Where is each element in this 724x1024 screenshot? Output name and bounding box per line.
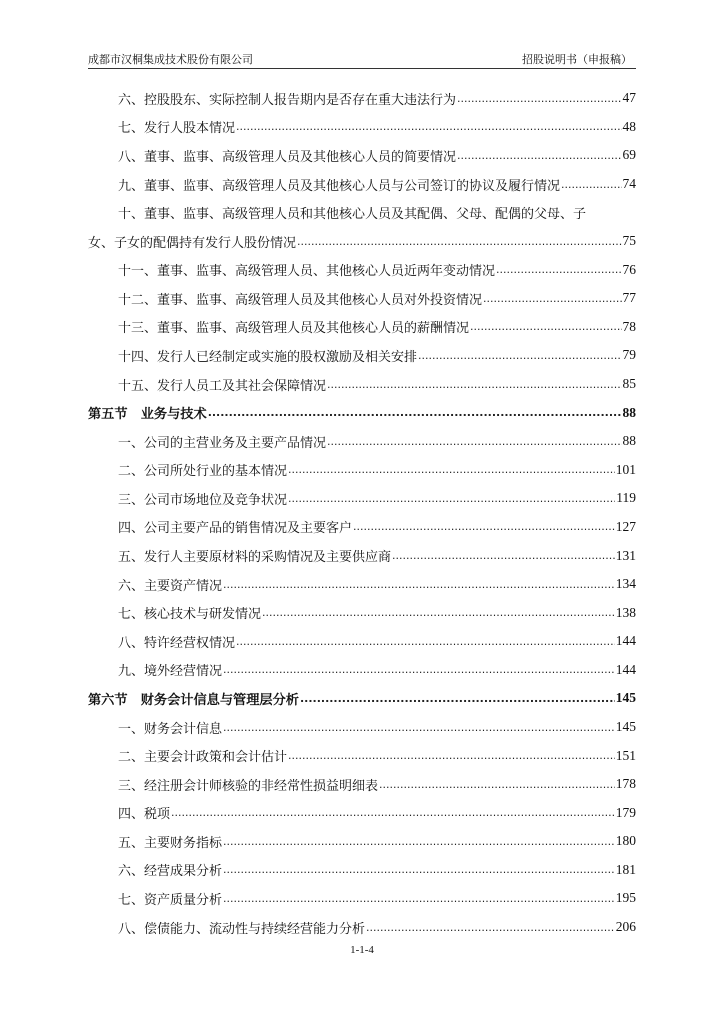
toc-entry[interactable]	[88, 913, 636, 942]
toc-entry[interactable]	[88, 227, 636, 256]
toc-section-entry[interactable]	[88, 684, 636, 713]
toc-entry[interactable]	[88, 513, 636, 542]
toc-page-number: 48	[622, 118, 636, 134]
toc-page-number: 144	[615, 633, 636, 649]
toc-page-number: 127	[615, 518, 636, 534]
dot-leader	[171, 806, 615, 819]
toc-entry-title: 五、发行人主要原材料的采购情况及主要供应商	[118, 550, 392, 566]
dot-leader	[483, 292, 621, 305]
toc-entry-title: 五、主要财务指标	[118, 835, 223, 851]
toc-page-number: 101	[615, 461, 636, 477]
toc-entry-title: 四、公司主要产品的销售情况及主要客户	[118, 521, 353, 537]
dot-leader	[223, 721, 615, 734]
toc-entry-title: 第五节 业务与技术	[88, 407, 207, 423]
toc-entry[interactable]	[88, 713, 636, 742]
dot-leader	[223, 863, 615, 876]
toc-page-number: 75	[622, 233, 636, 249]
toc-page-number: 74	[622, 176, 636, 192]
dot-leader	[457, 92, 621, 105]
toc-entry[interactable]	[88, 656, 636, 685]
company-name: 成都市汉桐集成技术股份有限公司	[88, 53, 253, 66]
toc-entry[interactable]	[88, 541, 636, 570]
toc-entry-title: 七、资产质量分析	[118, 892, 223, 908]
toc-entry[interactable]	[88, 170, 636, 199]
dot-leader	[392, 549, 615, 562]
toc-page-number: 178	[615, 776, 636, 792]
dot-leader	[223, 892, 615, 905]
toc-page-number: 145	[615, 719, 636, 734]
toc-entry-title: 六、主要资产情况	[118, 578, 223, 594]
dot-leader	[418, 349, 621, 362]
toc-page-number: 138	[615, 604, 636, 620]
dot-leader	[288, 492, 615, 505]
toc-entry-title: 七、核心技术与研发情况	[118, 607, 262, 623]
toc-entry-title: 二、主要会计政策和会计估计	[118, 750, 288, 766]
toc-entry-title: 一、公司的主营业务及主要产品情况	[118, 435, 327, 451]
dot-leader	[470, 320, 621, 333]
toc-entry-title: 八、董事、监事、高级管理人员及其他核心人员的简要情况	[118, 149, 457, 165]
toc-entry[interactable]	[88, 856, 636, 885]
dot-leader	[496, 263, 621, 276]
toc-entry-title: 十四、发行人已经制定或实施的股权激励及相关安排	[118, 349, 418, 365]
toc-entry-title: 二、公司所处行业的基本情况	[118, 464, 288, 480]
dot-leader	[379, 778, 615, 791]
toc-entry-title: 八、特许经营权情况	[118, 635, 236, 651]
toc-entry-title: 六、控股股东、实际控制人报告期内是否存在重大违法行为	[118, 92, 457, 108]
toc-page-number: 206	[615, 919, 636, 935]
toc-page-number: 181	[615, 861, 636, 877]
dot-leader	[561, 178, 621, 191]
toc-entry-title: 十三、董事、监事、高级管理人员及其他核心人员的薪酬情况	[118, 321, 470, 337]
toc-page-number: 78	[622, 318, 636, 334]
toc-entry[interactable]	[88, 741, 636, 770]
toc-entry[interactable]	[88, 598, 636, 627]
dot-leader	[208, 406, 622, 419]
dot-leader	[353, 520, 615, 533]
toc-page-number: 131	[615, 547, 636, 563]
toc-page-number: 79	[622, 347, 636, 363]
toc-section-entry[interactable]	[88, 398, 636, 427]
toc-page-number: 119	[616, 490, 636, 506]
toc-page-number: 47	[622, 90, 636, 106]
toc-page-number: 88	[622, 404, 636, 420]
toc-page-number: 85	[622, 376, 636, 392]
toc-entry[interactable]	[88, 313, 636, 342]
page-number: 1-1-4	[350, 944, 374, 956]
toc-entry[interactable]	[88, 770, 636, 799]
toc-entry-title: 三、经注册会计师核验的非经常性损益明细表	[118, 778, 379, 794]
toc-page-number: 88	[622, 433, 636, 449]
toc-entry[interactable]	[88, 113, 636, 142]
toc-page-number: 151	[615, 747, 636, 763]
toc-page-number: 69	[622, 147, 636, 163]
toc-entry-title: 一、财务会计信息	[118, 721, 223, 737]
toc-page-number: 145	[615, 690, 636, 706]
toc-entry[interactable]	[88, 484, 636, 513]
toc-entry[interactable]	[88, 627, 636, 656]
dot-leader	[300, 692, 615, 705]
toc-entry-title: 四、税项	[118, 807, 171, 823]
document-type: 招股说明书（申报稿）	[522, 53, 632, 66]
toc-entry[interactable]	[88, 798, 636, 827]
toc-page-number: 77	[622, 290, 636, 306]
toc-entry[interactable]	[88, 341, 636, 370]
toc-entry-title: 九、境外经营情况	[118, 664, 223, 680]
toc-page-number: 76	[622, 261, 636, 277]
dot-leader	[327, 378, 621, 391]
toc-entry[interactable]	[88, 255, 636, 284]
toc-entry-title: 七、发行人股本情况	[118, 121, 236, 137]
toc-entry[interactable]	[88, 141, 636, 170]
dot-leader	[297, 235, 621, 248]
toc-page-number: 144	[615, 661, 636, 677]
toc-entry[interactable]	[88, 284, 636, 313]
toc-page-number: 180	[615, 833, 636, 849]
dot-leader	[366, 921, 615, 934]
page-header	[88, 51, 636, 69]
toc-page-number: 134	[615, 576, 636, 592]
toc-entry[interactable]	[88, 84, 636, 113]
toc-entry-title: 十、董事、监事、高级管理人员和其他核心人员及其配偶、父母、配偶的父母、子	[118, 207, 587, 223]
toc-entry-title: 第六节 财务会计信息与管理层分析	[88, 692, 299, 708]
toc-entry[interactable]	[88, 570, 636, 599]
toc-entry[interactable]	[88, 427, 636, 456]
toc-entry-title: 九、董事、监事、高级管理人员及其他核心人员与公司签订的协议及履行情况	[118, 178, 561, 194]
dot-leader	[223, 578, 615, 591]
toc-entry-title: 六、经营成果分析	[118, 864, 223, 880]
toc-entry-title: 十一、董事、监事、高级管理人员、其他核心人员近两年变动情况	[118, 264, 496, 280]
toc-entry[interactable]	[88, 884, 636, 913]
toc-entry[interactable]	[88, 827, 636, 856]
toc-entry[interactable]	[88, 370, 636, 399]
toc-entry[interactable]	[88, 456, 636, 485]
dot-leader	[327, 435, 621, 448]
dot-leader	[236, 120, 621, 133]
table-of-contents	[88, 84, 636, 941]
dot-leader	[223, 835, 615, 848]
toc-entry-title: 十五、发行人员工及其社会保障情况	[118, 378, 327, 394]
dot-leader	[288, 749, 615, 762]
dot-leader	[236, 635, 615, 648]
toc-entry[interactable]	[88, 198, 636, 227]
toc-page-number: 179	[615, 804, 636, 820]
toc-entry-title: 十二、董事、监事、高级管理人员及其他核心人员对外投资情况	[118, 292, 483, 308]
dot-leader	[457, 149, 621, 162]
toc-entry-title: 八、偿债能力、流动性与持续经营能力分析	[118, 921, 366, 937]
dot-leader	[262, 606, 615, 619]
dot-leader	[288, 463, 615, 476]
toc-entry-title: 三、公司市场地位及竞争状况	[118, 492, 288, 508]
toc-page-number: 195	[615, 890, 636, 906]
dot-leader	[223, 663, 615, 676]
toc-entry-title: 女、子女的配偶持有发行人股份情况	[88, 235, 297, 251]
